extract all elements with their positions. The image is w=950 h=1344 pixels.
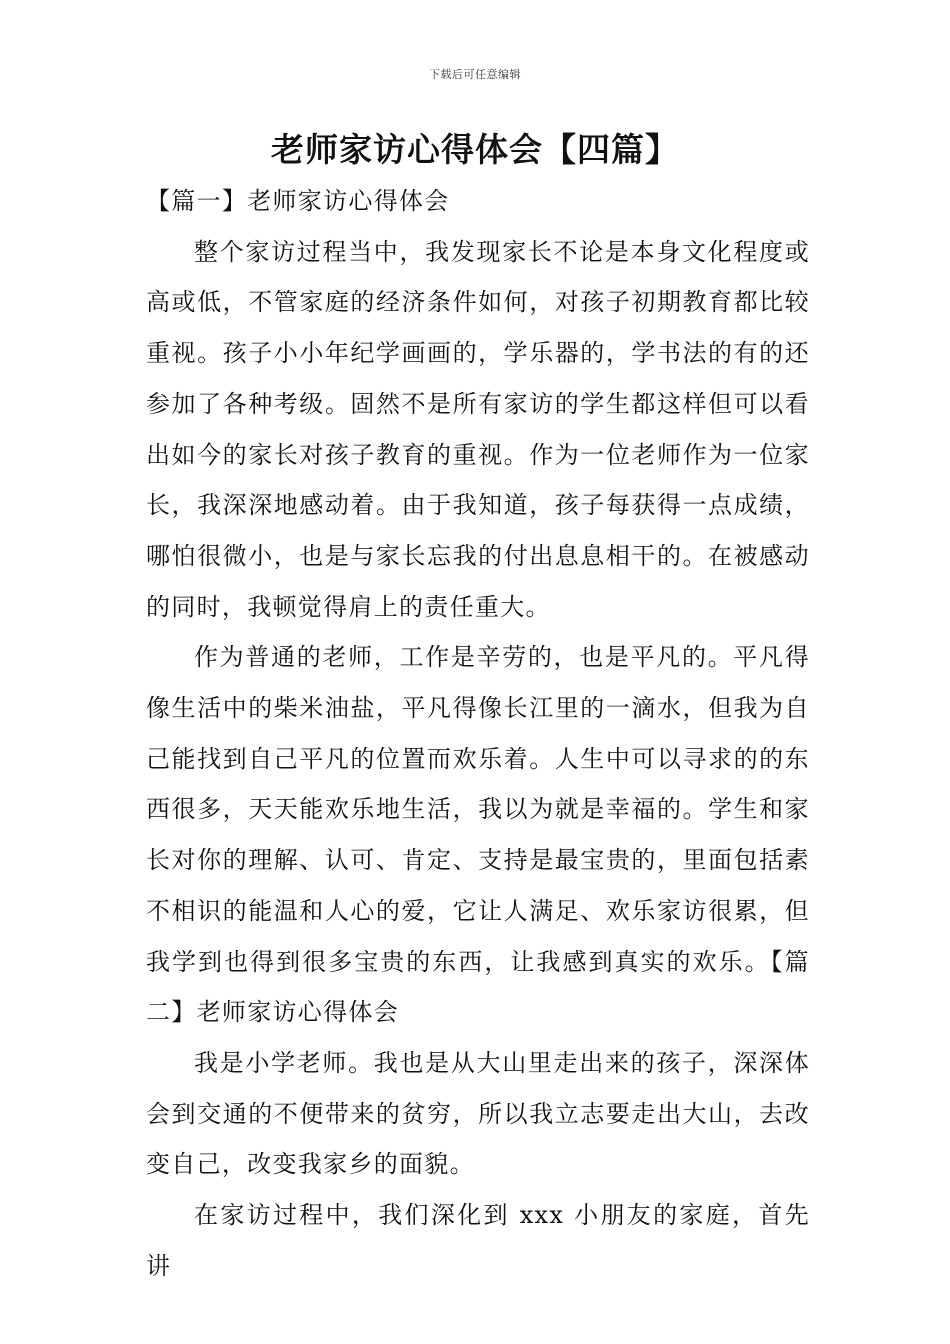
paragraph: 整个家访过程当中，我发现家长不论是本身文化程度或高或低，不管家庭的经济条件如何，对孩子初期教育都比较重视。孩子小小年纪学画画的，学乐器的，学书法的有的还参加了各种考级。固然不是所有家访的学生都这样但可以看出如今的家长对孩子教育的重视。作为一位老师作为一位家长，我深深地感动着。由于我知道，孩子每获得一点成绩，哪怕很微小，也是与家长忘我的付出息息相干的。在被感动的同时，我顿觉得肩上的责任重大。 bbox=[146, 237, 810, 621]
document-title: 老师家访心得体会【四篇】 bbox=[271, 130, 679, 169]
document-body bbox=[146, 176, 810, 1291]
header-note: 下载后可任意编辑 bbox=[429, 68, 521, 81]
paragraph: 在家访过程中，我们深化到 xxx 小朋友的家庭，首先讲 bbox=[146, 1201, 810, 1280]
section-heading: 【篇一】老师家访心得体会 bbox=[146, 187, 450, 215]
paragraph: 我是小学老师。我也是从大山里走出来的孩子，深深体会到交通的不便带来的贫穷，所以我立志要走出大山，去改变自己，改变我家乡的面貌。 bbox=[146, 1048, 810, 1179]
paragraph: 作为普通的老师，工作是辛劳的，也是平凡的。平凡得像生活中的柴米油盐，平凡得像长江里的一滴水，但我为自己能找到自己平凡的位置而欢乐着。人生中可以寻求的的东西很多，天天能欢乐地生活，我以为就是幸福的。学生和家长对你的理解、认可、肯定、支持是最宝贵的，里面包括素不相识的能温和人心的爱，它让人满足、欢乐家访很累，但我学到也得到很多宝贵的东西，让我感到真实的欢乐。【篇二】老师家访心得体会 bbox=[146, 643, 810, 1027]
